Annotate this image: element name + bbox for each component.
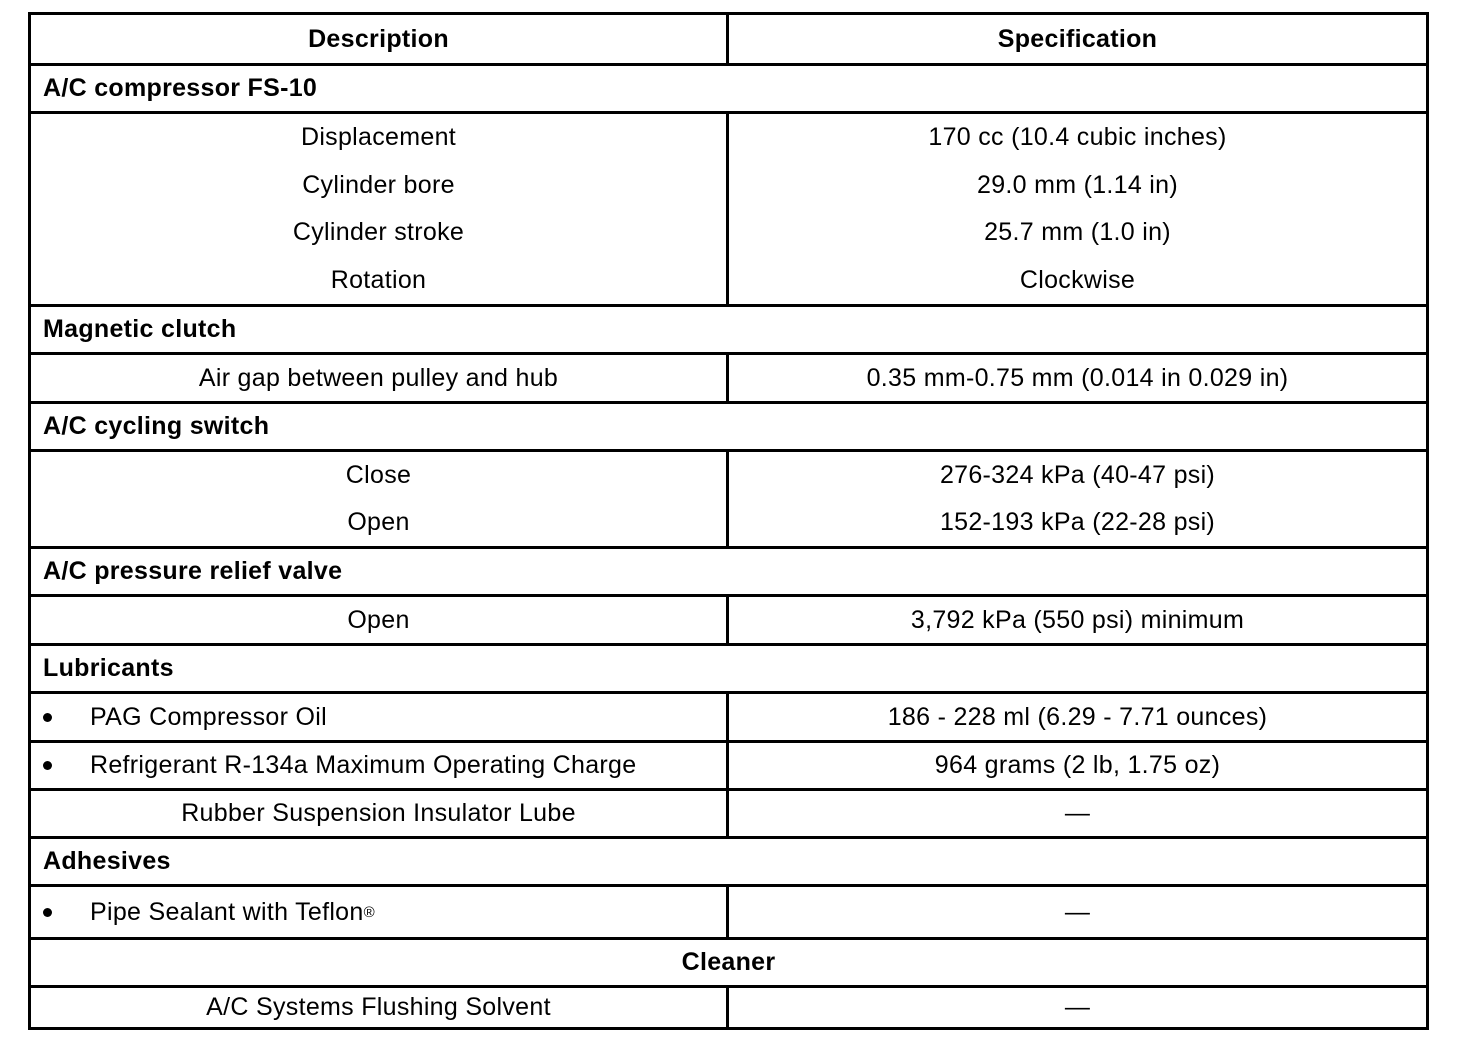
description-cell: Close Open xyxy=(31,452,729,546)
section-title: Magnetic clutch xyxy=(43,315,237,343)
specification-cell: 186 - 228 ml (6.29 - 7.71 ounces) xyxy=(887,702,1268,731)
description-text: Rotation xyxy=(330,265,427,294)
description-text: Displacement xyxy=(300,123,457,152)
specification-cell: 964 grams (2 lb, 1.75 oz) xyxy=(934,751,1221,779)
section-cleaner xyxy=(31,940,1426,988)
description-text: Cylinder bore xyxy=(302,170,455,199)
specification-text: 25.7 mm (1.0 in) xyxy=(984,218,1171,247)
table-row-compressor-specs xyxy=(31,114,1426,307)
section-title: Lubricants xyxy=(43,654,174,682)
column-header-description: Description xyxy=(31,15,729,63)
section-title: Cleaner xyxy=(681,948,776,976)
description-cell: A/C Systems Flushing Solvent xyxy=(31,988,729,1027)
specification-cell: — xyxy=(1064,897,1091,926)
table-row xyxy=(31,597,1426,646)
section-lubricants xyxy=(31,646,1426,694)
specification-cell xyxy=(729,114,1426,304)
section-magnetic-clutch xyxy=(31,307,1426,355)
description-cell: Pipe Sealant with Teflon ® xyxy=(31,887,729,937)
specification-cell: 0.35 mm-0.75 mm (0.014 in 0.029 in) xyxy=(866,363,1289,392)
description-cell: Rubber Suspension Insulator Lube xyxy=(31,791,729,836)
description-cell: Open xyxy=(31,597,729,643)
description-cell: Air gap between pulley and hub xyxy=(31,355,729,401)
specification-text: 170 cc (10.4 cubic inches) xyxy=(928,123,1227,152)
section-compressor xyxy=(31,66,1426,114)
bullet-icon xyxy=(43,908,52,917)
table-row-cycling-switch-specs xyxy=(31,452,1426,549)
section-pressure-relief-valve xyxy=(31,549,1426,597)
section-title: Adhesives xyxy=(43,847,171,875)
table-row xyxy=(31,355,1426,404)
description-cell: Refrigerant R-134a Maximum Operating Charge xyxy=(31,743,729,788)
specification-text: Clockwise xyxy=(1019,265,1136,294)
specification-text: 29.0 mm (1.14 in) xyxy=(976,170,1178,199)
table-row xyxy=(31,694,1426,743)
specification-cell: 276-324 kPa (40-47 psi) 152-193 kPa (22-28 psi) xyxy=(939,461,1216,536)
description-cell: PAG Compressor Oil xyxy=(31,694,729,740)
section-title: A/C pressure relief valve xyxy=(43,557,343,585)
spec-table xyxy=(28,12,1429,1030)
specification-cell: 3,792 kPa (550 psi) minimum xyxy=(910,605,1245,634)
section-adhesives xyxy=(31,839,1426,887)
specification-cell: — xyxy=(1064,799,1091,827)
specification-cell: — xyxy=(1064,993,1091,1021)
bullet-icon xyxy=(43,713,52,722)
table-row xyxy=(31,887,1426,940)
column-header-specification: Specification xyxy=(997,24,1158,53)
table-row xyxy=(31,791,1426,839)
section-title: A/C cycling switch xyxy=(43,412,270,440)
bullet-icon xyxy=(43,761,52,770)
description-text: Cylinder stroke xyxy=(292,218,465,247)
section-cycling-switch xyxy=(31,404,1426,452)
section-title: A/C compressor FS-10 xyxy=(43,74,318,102)
registered-trademark: ® xyxy=(363,903,375,921)
description-cell xyxy=(31,114,729,304)
table-row xyxy=(31,743,1426,791)
table-header-row xyxy=(31,15,1426,66)
table-row xyxy=(31,988,1426,1027)
